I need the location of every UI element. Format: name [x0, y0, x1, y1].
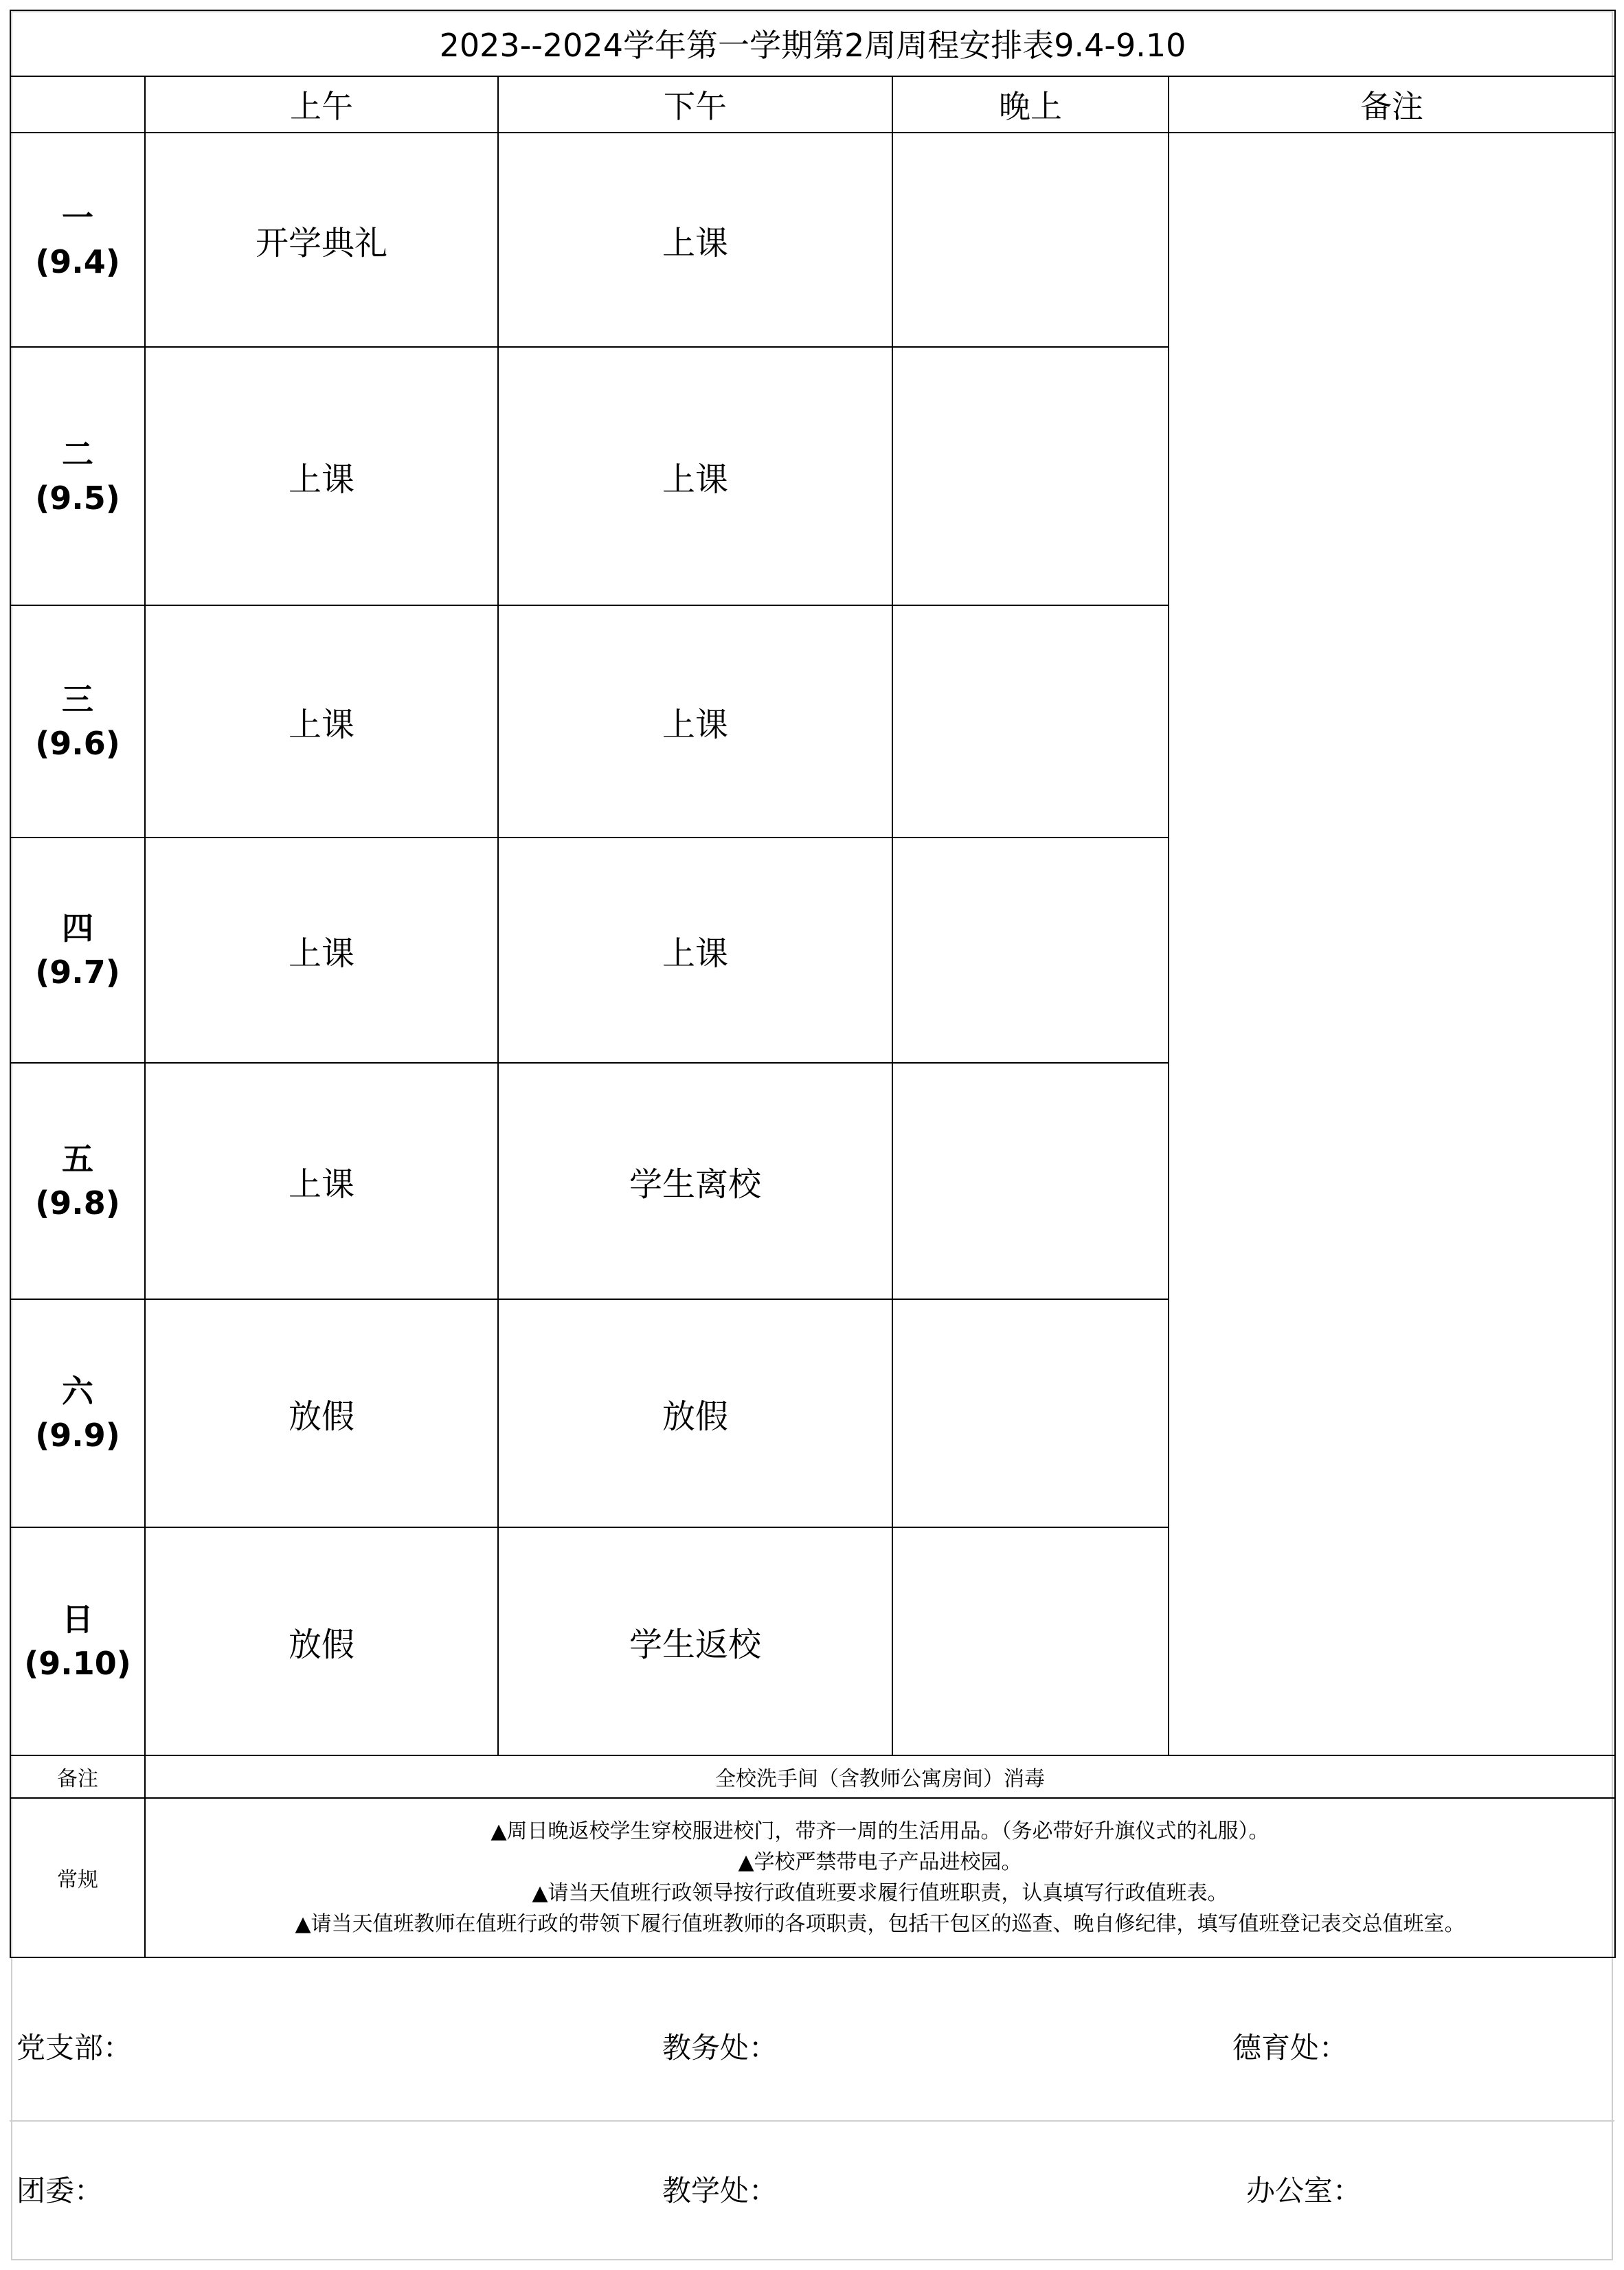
general-office-signature: 办公室： — [1246, 2174, 1362, 2207]
routine-label: 常规 — [10, 1798, 145, 1957]
day-date: (9.5) — [35, 480, 120, 517]
header-remarks: 备注 — [1169, 76, 1615, 133]
morning-cell: 上课 — [145, 605, 498, 838]
afternoon-cell: 上课 — [498, 605, 892, 838]
day-label — [10, 347, 145, 605]
routine-text — [145, 1798, 1615, 1957]
day-label — [10, 838, 145, 1063]
morning-cell: 上课 — [145, 1063, 498, 1299]
schedule-title: 2023--2024学年第一学期第2周周程安排表9.4-9.10 — [10, 10, 1615, 76]
evening-cell — [892, 133, 1169, 347]
afternoon-cell: 学生返校 — [498, 1527, 892, 1755]
academic-affairs-signature: 教务处： — [662, 2031, 778, 2065]
day-date: (9.9) — [35, 1417, 120, 1454]
signature-row-1 — [10, 1977, 1614, 2115]
routine-line: ▲请当天值班教师在值班行政的带领下履行值班教师的各项职责，包括干包区的巡查、晚自修纪律，填写值班登记表交总值班室。 — [295, 1912, 1465, 1936]
header-afternoon: 下午 — [498, 76, 892, 133]
afternoon-cell: 上课 — [498, 133, 892, 347]
notes-text: 全校洗手间（含教师公寓房间）消毒 — [145, 1755, 1615, 1798]
day-name: 六 — [62, 1373, 93, 1410]
day-name: 二 — [62, 436, 93, 473]
day-date: (9.8) — [35, 1184, 120, 1222]
youth-league-signature: 团委： — [16, 2174, 104, 2207]
header-evening: 晚上 — [892, 76, 1169, 133]
evening-cell — [892, 347, 1169, 605]
header-corner — [10, 76, 145, 133]
weekly-schedule-table — [10, 10, 1616, 1958]
routine-line: ▲请当天值班行政领导按行政值班要求履行值班职责，认真填写行政值班表。 — [532, 1881, 1228, 1905]
day-name: 一 — [62, 199, 93, 236]
evening-cell — [892, 605, 1169, 838]
afternoon-cell: 上课 — [498, 347, 892, 605]
day-name: 三 — [62, 681, 93, 718]
afternoon-cell: 学生离校 — [498, 1063, 892, 1299]
header-morning: 上午 — [145, 76, 498, 133]
morning-cell: 放假 — [145, 1527, 498, 1755]
day-name: 五 — [62, 1140, 93, 1178]
morning-cell: 上课 — [145, 347, 498, 605]
day-date: (9.7) — [35, 954, 120, 991]
evening-cell — [892, 1527, 1169, 1755]
day-date: (9.4) — [35, 243, 120, 280]
day-label — [10, 1063, 145, 1299]
afternoon-cell: 放假 — [498, 1299, 892, 1527]
morning-cell: 上课 — [145, 838, 498, 1063]
moral-education-signature: 德育处： — [1232, 2031, 1349, 2065]
day-date: (9.10) — [24, 1645, 131, 1682]
evening-cell — [892, 1063, 1169, 1299]
routine-row — [10, 1798, 1615, 1957]
day-row-mon — [10, 133, 1615, 347]
day-label — [10, 605, 145, 838]
notes-label: 备注 — [10, 1755, 145, 1798]
day-date: (9.6) — [35, 725, 120, 762]
signature-row-2 — [10, 2120, 1614, 2258]
routine-line: ▲学校严禁带电子产品进校园。 — [738, 1850, 1022, 1874]
day-name: 日 — [62, 1601, 93, 1638]
day-label — [10, 133, 145, 347]
routine-line: ▲周日晚返校学生穿校服进校门，带齐一周的生活用品。（务必带好升旗仪式的礼服）。 — [490, 1819, 1270, 1843]
day-label — [10, 1527, 145, 1755]
party-branch-signature: 党支部： — [16, 2031, 133, 2065]
teaching-office-signature: 教学处： — [662, 2174, 778, 2207]
morning-cell: 开学典礼 — [145, 133, 498, 347]
afternoon-cell: 上课 — [498, 838, 892, 1063]
morning-cell: 放假 — [145, 1299, 498, 1527]
notes-row — [10, 1755, 1615, 1798]
remarks-cell — [1169, 133, 1615, 1755]
day-name: 四 — [62, 910, 93, 947]
day-label — [10, 1299, 145, 1527]
evening-cell — [892, 1299, 1169, 1527]
evening-cell — [892, 838, 1169, 1063]
